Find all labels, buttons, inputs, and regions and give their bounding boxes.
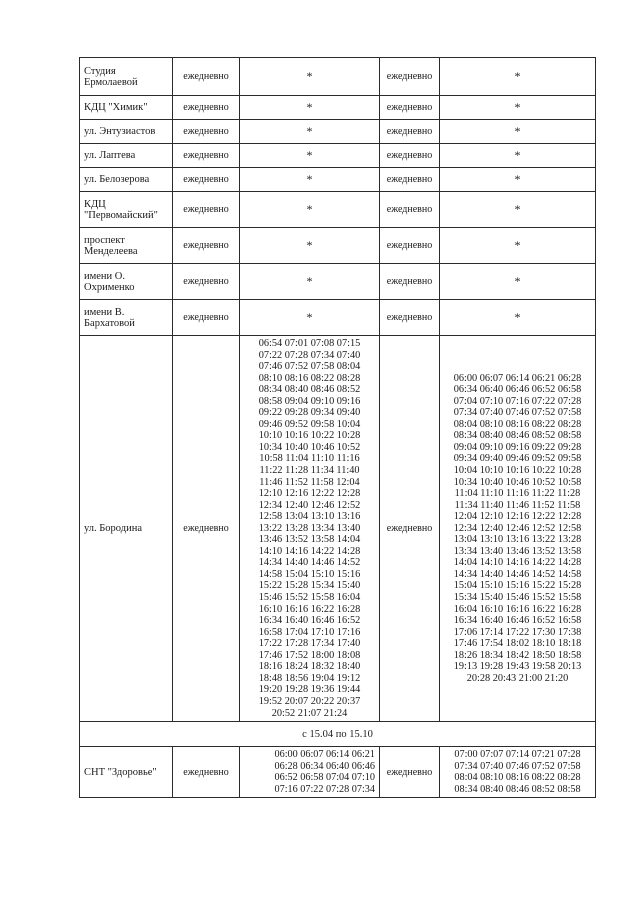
- time-line: 17:06 17:14 17:22 17:30 17:38: [453, 626, 582, 638]
- table-row: [80, 168, 596, 192]
- table-row: [80, 228, 596, 264]
- time-line: 15:04 15:10 15:16 15:22 15:28: [453, 580, 582, 592]
- time-line: 07:34 07:40 07:46 07:52 07:58: [454, 760, 581, 772]
- days-cell: ежедневно: [380, 96, 440, 120]
- time-line: 07:16 07:22 07:28 07:34: [274, 783, 375, 795]
- time-line: 15:22 15:28 15:34 15:40: [258, 580, 361, 592]
- days-cell: ежедневно: [173, 300, 240, 336]
- time-line: 15:34 15:40 15:46 15:52 15:58: [453, 592, 582, 604]
- times-cell: *: [240, 228, 380, 264]
- time-line: 08:34 08:40 08:46 08:52 08:58: [453, 430, 582, 442]
- time-line: 14:58 15:04 15:10 15:16: [258, 568, 361, 580]
- time-line: 06:52 06:58 07:04 07:10: [274, 772, 375, 784]
- time-line: 18:48 18:56 19:04 19:12: [258, 672, 361, 684]
- times-cell: *: [240, 264, 380, 300]
- time-line: 08:58 09:04 09:10 09:16: [258, 395, 361, 407]
- days-cell: ежедневно: [173, 120, 240, 144]
- period-label: с 15.04 по 15.10: [80, 722, 596, 747]
- time-line: 13:34 13:40 13:46 13:52 13:58: [453, 545, 582, 557]
- time-line: 18:26 18:34 18:42 18:50 18:58: [453, 649, 582, 661]
- time-line: 06:54 07:01 07:08 07:15: [258, 338, 361, 349]
- time-line: 17:46 17:54 18:02 18:10 18:18: [453, 638, 582, 650]
- days-cell: ежедневно: [380, 264, 440, 300]
- schedule-table: [79, 57, 596, 798]
- time-line: 07:34 07:40 07:46 07:52 07:58: [453, 407, 582, 419]
- time-line: 09:46 09:52 09:58 10:04: [258, 418, 361, 430]
- table-row: [80, 96, 596, 120]
- days-cell: ежедневно: [173, 264, 240, 300]
- table-row-borodina: [80, 336, 596, 722]
- table-row: [80, 192, 596, 228]
- table-row: [80, 300, 596, 336]
- days-cell: ежедневно: [380, 192, 440, 228]
- times-cell-second: [440, 336, 596, 722]
- stop-name: КДЦ "Первомайский": [80, 192, 173, 228]
- days-cell: ежедневно: [173, 144, 240, 168]
- days-cell: ежедневно: [380, 336, 440, 722]
- time-line: 11:22 11:28 11:34 11:40: [259, 465, 360, 477]
- times-cell: *: [440, 58, 596, 96]
- period-row: [80, 722, 596, 747]
- stop-name: ул. Бородина: [80, 336, 173, 722]
- time-line: 07:22 07:28 07:34 07:40: [258, 349, 361, 361]
- days-cell: ежедневно: [380, 144, 440, 168]
- time-line: 08:34 08:40 08:46 08:52 08:58: [454, 783, 581, 795]
- time-line: 06:34 06:40 06:46 06:52 06:58: [453, 384, 582, 396]
- times-cell: *: [440, 96, 596, 120]
- times-cell: *: [240, 168, 380, 192]
- days-cell: ежедневно: [380, 300, 440, 336]
- times-cell: *: [440, 192, 596, 228]
- days-cell: ежедневно: [173, 96, 240, 120]
- table-row: [80, 144, 596, 168]
- times-cell: *: [440, 228, 596, 264]
- days-cell: ежедневно: [173, 228, 240, 264]
- time-line: 08:10 08:16 08:22 08:28: [258, 372, 361, 384]
- schedule-table-body: [80, 58, 596, 798]
- time-line: 07:04 07:10 07:16 07:22 07:28: [453, 395, 582, 407]
- time-line: 06:00 06:07 06:14 06:21: [274, 749, 375, 761]
- time-line: 06:00 06:07 06:14 06:21 06:28: [453, 372, 582, 384]
- time-line: 13:22 13:28 13:34 13:40: [258, 522, 361, 534]
- times-cell: *: [440, 264, 596, 300]
- times-cell: *: [440, 144, 596, 168]
- days-cell: ежедневно: [380, 168, 440, 192]
- times-cell: *: [240, 144, 380, 168]
- time-line: 12:34 12:40 12:46 12:52 12:58: [453, 522, 582, 534]
- time-line: 19:52 20:07 20:22 20:37: [258, 695, 361, 707]
- time-line: 20:28 20:43 21:00 21:20: [466, 672, 569, 684]
- stop-name: КДЦ "Химик": [80, 96, 173, 120]
- times-cell: *: [440, 168, 596, 192]
- time-line: 10:10 10:16 10:22 10:28: [258, 430, 361, 442]
- time-line: 10:04 10:10 10:16 10:22 10:28: [453, 465, 582, 477]
- time-line: 20:52 21:07 21:24: [271, 707, 348, 719]
- time-line: 19:20 19:28 19:36 19:44: [258, 684, 361, 696]
- days-cell: ежедневно: [380, 58, 440, 96]
- stop-name: ул. Лаптева: [80, 144, 173, 168]
- time-line: 14:34 14:40 14:46 14:52: [258, 557, 361, 569]
- time-line: 12:34 12:40 12:46 12:52: [258, 499, 361, 511]
- time-line: 16:58 17:04 17:10 17:16: [258, 626, 361, 638]
- stop-name: имени О. Охрименко: [80, 264, 173, 300]
- times-cell-second: [440, 747, 596, 798]
- times-cell: *: [440, 300, 596, 336]
- times-cell-weekday: [240, 336, 380, 722]
- times-cell: *: [240, 58, 380, 96]
- stop-name: проспект Менделеева: [80, 228, 173, 264]
- days-cell: ежедневно: [380, 120, 440, 144]
- table-row-snt: [80, 747, 596, 798]
- days-cell: ежедневно: [173, 747, 240, 798]
- stop-name: ул. Энтузиастов: [80, 120, 173, 144]
- time-line: 12:10 12:16 12:22 12:28: [258, 488, 361, 500]
- time-line: 14:10 14:16 14:22 14:28: [258, 545, 361, 557]
- days-cell: ежедневно: [380, 747, 440, 798]
- times-cell: *: [240, 192, 380, 228]
- times-cell: *: [240, 120, 380, 144]
- times-cell-weekday: [240, 747, 380, 798]
- days-cell: ежедневно: [173, 168, 240, 192]
- time-line: 10:34 10:40 10:46 10:52: [258, 441, 361, 453]
- days-cell: ежедневно: [380, 228, 440, 264]
- stop-name: Студия Ермолаевой: [80, 58, 173, 96]
- time-line: 11:34 11:40 11:46 11:52 11:58: [454, 499, 581, 511]
- time-line: 13:04 13:10 13:16 13:22 13:28: [453, 534, 582, 546]
- time-line: 17:46 17:52 18:00 18:08: [258, 649, 361, 661]
- time-line: 16:04 16:10 16:16 16:22 16:28: [453, 603, 582, 615]
- time-line: 08:04 08:10 08:16 08:22 08:28: [453, 418, 582, 430]
- time-line: 16:34 16:40 16:46 16:52 16:58: [453, 615, 582, 627]
- time-line: 15:46 15:52 15:58 16:04: [258, 592, 361, 604]
- time-line: 07:46 07:52 07:58 08:04: [258, 361, 361, 373]
- table-row: [80, 58, 596, 96]
- table-row: [80, 120, 596, 144]
- time-line: 07:00 07:07 07:14 07:21 07:28: [454, 749, 581, 761]
- times-cell: *: [440, 120, 596, 144]
- stop-name: СНТ "Здоровье": [80, 747, 173, 798]
- time-line: 10:58 11:04 11:10 11:16: [259, 453, 360, 465]
- time-line: 11:46 11:52 11:58 12:04: [259, 476, 360, 488]
- time-line: 19:13 19:28 19:43 19:58 20:13: [453, 661, 582, 673]
- time-line: 12:58 13:04 13:10 13:16: [258, 511, 361, 523]
- table-row: [80, 264, 596, 300]
- time-line: 09:34 09:40 09:46 09:52 09:58: [453, 453, 582, 465]
- time-line: 16:10 16:16 16:22 16:28: [258, 603, 361, 615]
- time-line: 17:22 17:28 17:34 17:40: [258, 638, 361, 650]
- stop-name: ул. Белозерова: [80, 168, 173, 192]
- times-cell: *: [240, 300, 380, 336]
- time-line: 08:04 08:10 08:16 08:22 08:28: [454, 772, 581, 784]
- days-cell: ежедневно: [173, 192, 240, 228]
- times-cell: *: [240, 96, 380, 120]
- time-line: 12:04 12:10 12:16 12:22 12:28: [453, 511, 582, 523]
- time-line: 14:04 14:10 14:16 14:22 14:28: [453, 557, 582, 569]
- time-line: 14:34 14:40 14:46 14:52 14:58: [453, 568, 582, 580]
- stop-name: имени В. Бархатовой: [80, 300, 173, 336]
- time-line: 18:16 18:24 18:32 18:40: [258, 661, 361, 673]
- time-line: 13:46 13:52 13:58 14:04: [258, 534, 361, 546]
- time-line: 11:04 11:10 11:16 11:22 11:28: [454, 488, 581, 500]
- time-line: 16:34 16:40 16:46 16:52: [258, 615, 361, 627]
- time-line: 06:28 06:34 06:40 06:46: [274, 760, 375, 772]
- time-line: 09:22 09:28 09:34 09:40: [258, 407, 361, 419]
- time-line: 09:04 09:10 09:16 09:22 09:28: [453, 441, 582, 453]
- time-line: 10:34 10:40 10:46 10:52 10:58: [453, 476, 582, 488]
- days-cell: ежедневно: [173, 58, 240, 96]
- time-line: 08:34 08:40 08:46 08:52: [258, 384, 361, 396]
- days-cell: ежедневно: [173, 336, 240, 722]
